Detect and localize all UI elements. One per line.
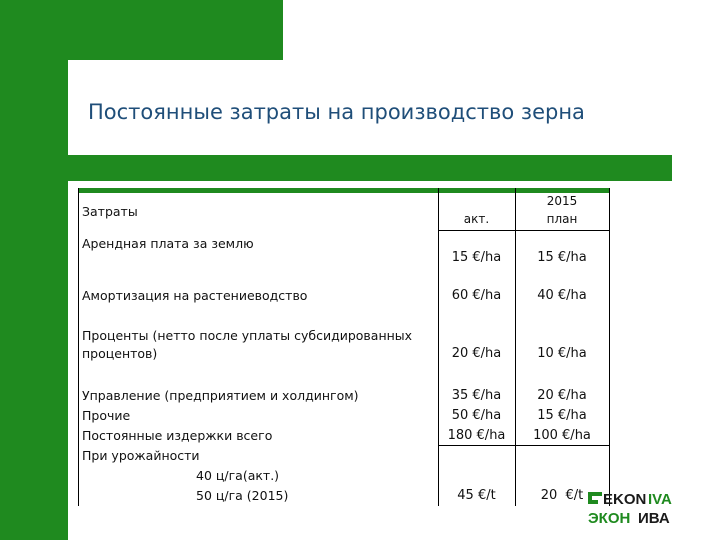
- row-label-other: Прочие: [82, 408, 131, 423]
- logo-latin-1: EKON: [603, 491, 647, 508]
- row-label-interest-line1: Проценты (нетто после уплаты субсидированных: [82, 328, 413, 343]
- value-plan: 15 €/ha: [537, 408, 587, 423]
- green-divider-bar: [68, 155, 672, 181]
- row-divider: [438, 230, 609, 231]
- row-label-interest-line2: процентов): [82, 346, 158, 361]
- header-act: акт.: [463, 212, 490, 226]
- row-label-rent: Арендная плата за землю: [82, 236, 254, 251]
- page-title: Постоянные затраты на производство зерна: [88, 100, 585, 124]
- value-act: 15 €/ha: [451, 250, 502, 265]
- value-act: 20 €/ha: [451, 346, 502, 361]
- green-side-bar: [0, 60, 68, 540]
- rounded-corner: [68, 60, 108, 100]
- value-plan: 20 €/t: [540, 488, 584, 503]
- row-label-total: Постоянные издержки всего: [82, 428, 273, 443]
- header-plan: план: [546, 212, 578, 226]
- row-label-depreciation: Амортизация на растениеводство: [82, 288, 308, 303]
- row-label-management: Управление (предприятием и холдингом): [82, 388, 359, 403]
- cost-table: [78, 188, 609, 506]
- value-act: 180 €/ha: [447, 428, 506, 443]
- ekoniva-logo: [586, 488, 690, 526]
- value-act: 35 €/ha: [451, 388, 502, 403]
- value-plan: 100 €/ha: [533, 428, 591, 443]
- value-plan: 20 €/ha: [537, 388, 587, 403]
- yield-2015: 50 ц/га (2015): [196, 488, 289, 503]
- table-border-right: [609, 188, 610, 506]
- table-border-left: [78, 188, 79, 506]
- logo-latin-2: IVA: [648, 491, 672, 508]
- green-header-block: [0, 0, 283, 60]
- yield-actual: 40 ц/га(акт.): [196, 468, 280, 483]
- value-plan: 40 €/ha: [537, 288, 587, 303]
- header-label: Затраты: [82, 204, 138, 219]
- logo-cyrillic-1: ЭКОН: [588, 510, 631, 526]
- row-label-yield: При урожайности: [82, 448, 200, 463]
- value-act: 45 €/t: [457, 488, 496, 503]
- header-plan-year: 2015: [546, 194, 578, 208]
- value-plan: 15 €/ha: [537, 250, 587, 265]
- logo-leaf-icon: [588, 492, 602, 504]
- value-plan: 10 €/ha: [537, 346, 587, 361]
- value-act: 50 €/ha: [451, 408, 502, 423]
- logo-cyrillic-2: ИВА: [638, 510, 670, 526]
- value-act: 60 €/ha: [451, 288, 502, 303]
